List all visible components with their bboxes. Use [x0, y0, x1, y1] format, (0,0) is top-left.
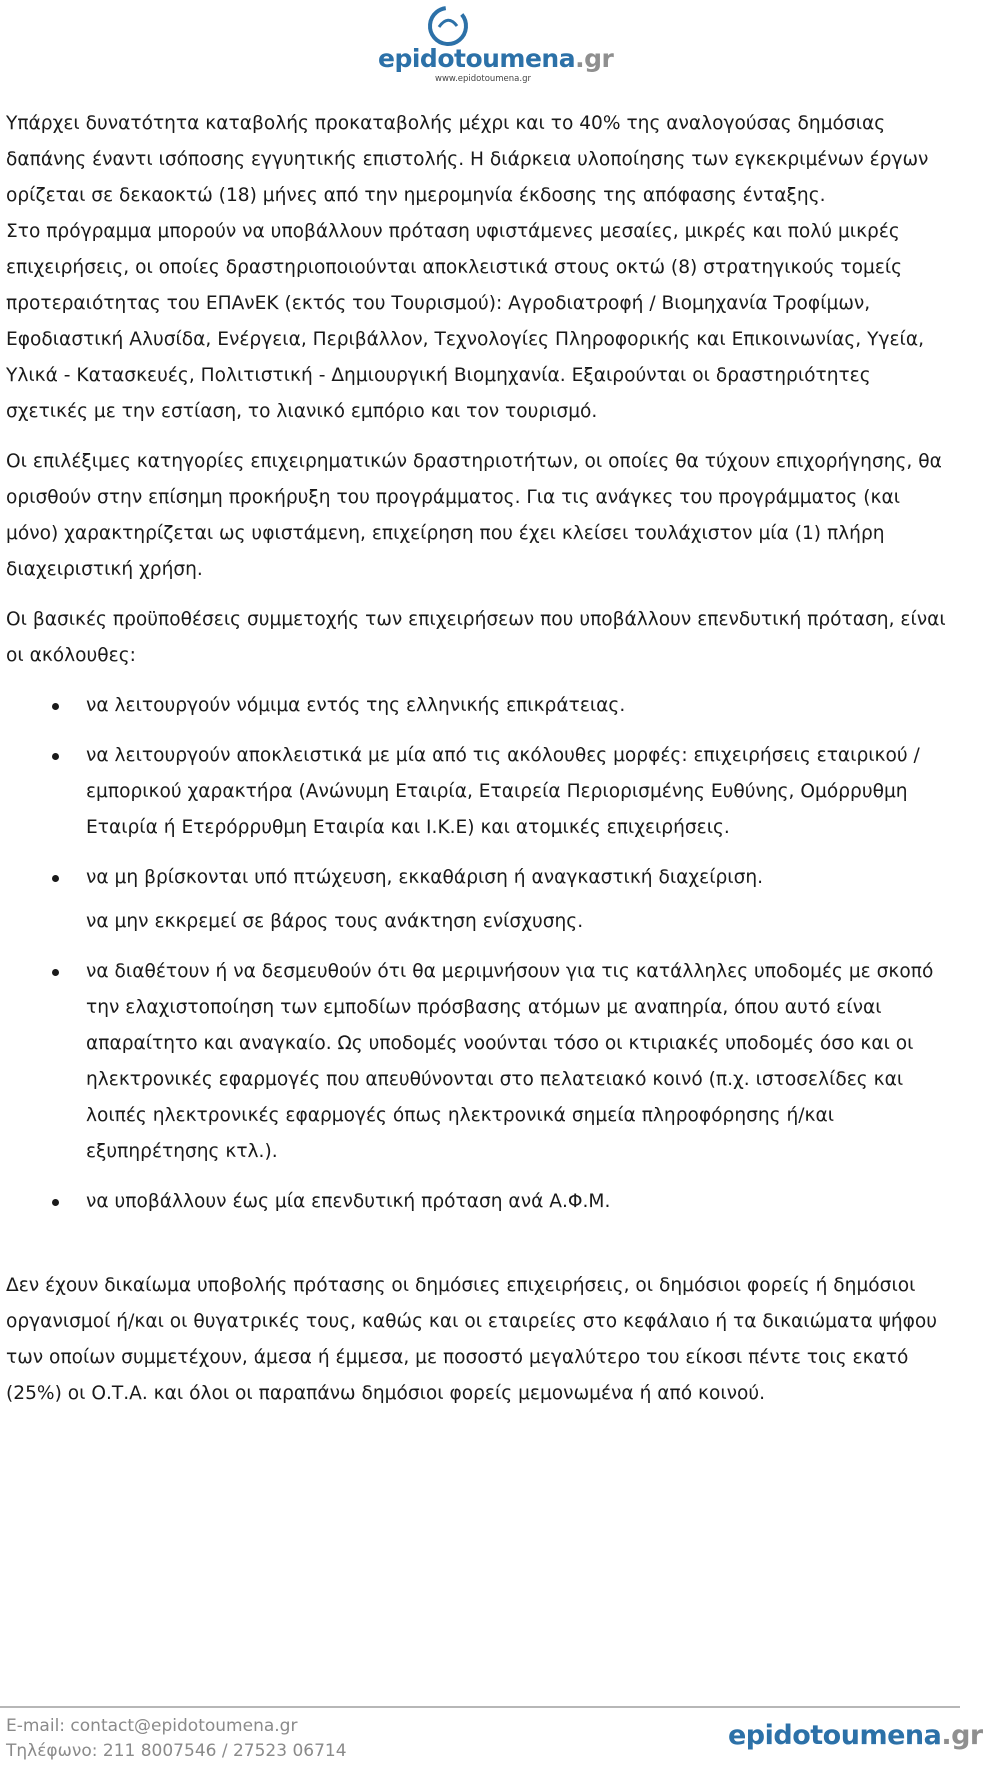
logo-url: www.epidotoumena.gr: [435, 74, 531, 84]
footer-logo-tld: .gr: [941, 1720, 983, 1751]
bullet-icon: [52, 875, 59, 882]
logo-wordmark: [378, 44, 614, 73]
logo-wordmark-main: epidotoumena: [378, 44, 576, 73]
footer-divider: [0, 1706, 960, 1708]
footer-phone: Τηλέφωνο: 211 8007546 / 27523 06714: [6, 1741, 347, 1761]
bullet-icon: [52, 1199, 59, 1206]
list-item: [6, 904, 946, 940]
list-item: [6, 688, 946, 724]
requirements-list: [6, 688, 946, 1220]
list-item: [6, 954, 946, 1170]
paragraph-exclusions: Δεν έχουν δικαίωμα υποβολής πρότασης οι δημόσιες επιχειρήσεις, οι δημόσιοι φορείς ή δημόσιοι οργανισμοί ή/και οι θυγατρικές τους, καθώς και οι εταιρείες στο κεφάλαιο ή τα δικαιώματα ψήφου των οποίων συμμετέχουν, άμεσα ή έμμεσα, με ποσοστό μεγαλύτερο του είκοσι πέντε τοις εκατό (25%) οι Ο.Τ.Α. και όλοι οι παραπάνω δημόσιοι φορείς μεμονωμένα ή από κοινού.: [6, 1275, 938, 1404]
list-item-text: να λειτουργούν νόμιμα εντός της ελληνικής επικράτειας.: [86, 695, 626, 716]
bullet-icon: [52, 703, 59, 710]
paragraph-advance-payment: Υπάρχει δυνατότητα καταβολής προκαταβολής μέχρι και το 40% της αναλογούσας δημόσιας δαπάνης έναντι ισόποσης εγγυητικής επιστολής. Η διάρκεια υλοποίησης των εγκεκριμένων έργων ορίζεται σε δεκαοκτώ (18) μήνες από την ημερομηνία έκδοσης της απόφασης ένταξης.: [6, 113, 929, 206]
footer-brand-logo: [728, 1720, 983, 1751]
list-item: [6, 738, 946, 846]
logo-wordmark-tld: .gr: [575, 44, 614, 73]
bullet-icon: [52, 753, 59, 760]
logo-circle-icon: [426, 4, 470, 48]
paragraph-requirements-intro: Οι βασικές προϋποθέσεις συμμετοχής των επιχειρήσεων που υποβάλλουν επενδυτική πρόταση, είναι οι ακόλουθες:: [6, 609, 946, 666]
list-item-text: να διαθέτουν ή να δεσμευθούν ότι θα μεριμνήσουν για τις κατάλληλες υποδομές με σκοπό την ελαχιστοποίηση των εμποδίων πρόσβασης ατόμων με αναπηρία, όπου αυτό είναι απαραίτητο και αναγκαίο. Ως υποδομές νοούνται τόσο οι κτιριακές υποδομές όσο και οι ηλεκτρονικές εφαρμογές που απευθύνονται στο πελατειακό κοινό (π.χ. ιστοσελίδες και λοιπές ηλεκτρονικές εφαρμογές όπως ηλεκτρονικά σημεία πληροφόρησης ή/και εξυπηρέτησης κτλ.).: [86, 961, 934, 1162]
paragraph-activity-categories: Οι επιλέξιμες κατηγορίες επιχειρηματικών δραστηριοτήτων, οι οποίες θα τύχουν επιχορήγησης, θα ορισθούν στην επίσημη προκήρυξη του προγράμματος. Για τις ανάγκες του προγράμματος (και μόνο) χαρακτηρίζεται ως υφιστάμενη, επιχείρηση που έχει κλείσει τουλάχιστον μία (1) πλήρη διαχειριστική χρήση.: [6, 451, 942, 580]
bullet-icon: [52, 969, 59, 976]
list-item-text: να μην εκκρεμεί σε βάρος τους ανάκτηση ενίσχυσης.: [86, 911, 584, 932]
list-item: [6, 1184, 946, 1220]
list-item-text: να υποβάλλουν έως μία επενδυτική πρόταση ανά Α.Φ.Μ.: [86, 1191, 611, 1212]
footer-contact: [6, 1714, 347, 1764]
footer-logo-main: epidotoumena: [728, 1720, 942, 1751]
list-item-text: να λειτουργούν αποκλειστικά με μία από τις ακόλουθες μορφές: επιχειρήσεις εταιρικού / εμπορικού χαρακτήρα (Ανώνυμη Εταιρία, Εταιρεία Περιορισμένης Ευθύνης, Ομόρρυθμη Εταιρία ή Ετερόρρυθμη Εταιρία και Ι.Κ.Ε) και ατομικές επιχειρήσεις.: [86, 745, 920, 838]
document-body: [6, 106, 946, 1426]
brand-logo: [378, 4, 614, 86]
footer-email: E-mail: contact@epidotoumena.gr: [6, 1716, 298, 1736]
spacer: [6, 1234, 946, 1268]
list-item-text: να μη βρίσκονται υπό πτώχευση, εκκαθάριση ή αναγκαστική διαχείριση.: [86, 867, 764, 888]
paragraph-eligible-sectors: Στο πρόγραμμα μπορούν να υποβάλλουν πρόταση υφιστάμενες μεσαίες, μικρές και πολύ μικρές επιχειρήσεις, οι οποίες δραστηριοποιούνται αποκλειστικά στους οκτώ (8) στρατηγικούς τομείς προτεραιότητας του ΕΠΑνΕΚ (εκτός του Τουρισμού): Αγροδιατροφή / Βιομηχανία Τροφίμων, Εφοδιαστική Αλυσίδα, Ενέργεια, Περιβάλλον, Τεχνολογίες Πληροφορικής και Επικοινωνίας, Υγεία, Υλικά - Κατασκευές, Πολιτιστική - Δημιουργική Βιομηχανία. Εξαιρούνται οι δραστηριότητες σχετικές με την εστίαση, το λιανικό εμπόριο και τον τουρισμό.: [6, 221, 924, 422]
page-header: [0, 0, 960, 96]
list-item: [6, 860, 946, 896]
